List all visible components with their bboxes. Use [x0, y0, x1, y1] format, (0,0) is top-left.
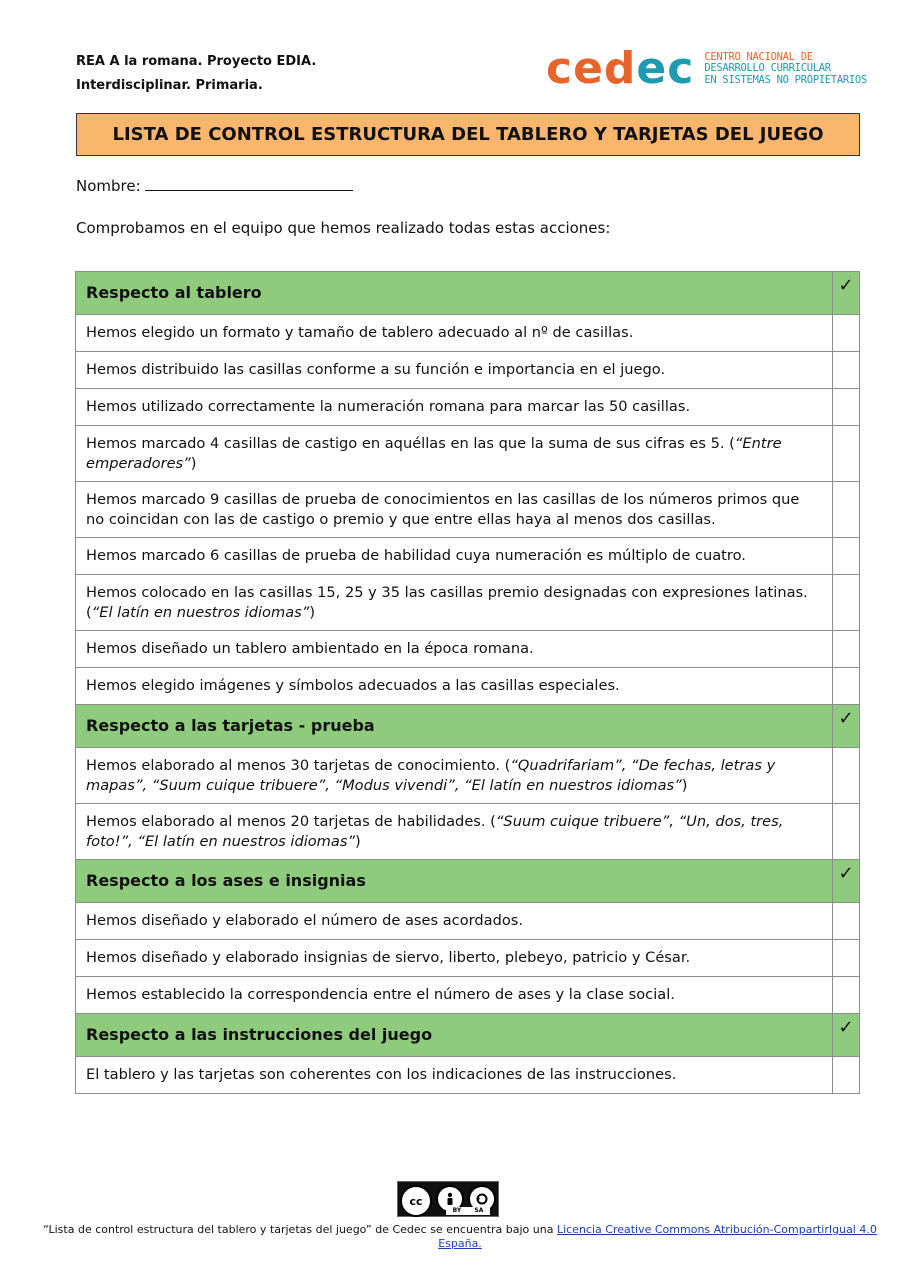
table-row: [76, 538, 860, 575]
checklist-item: Hemos marcado 4 casillas de castigo en aquéllas en las que la suma de sus cifras es 5. (“Entre emperadores”): [76, 426, 833, 482]
checklist-item: Hemos elaborado al menos 30 tarjetas de conocimiento. (“Quadrifariam”, “De fechas, letras y mapas”, “Suum cuique tribuere”, “Modus vivendi”, “El latín en nuestros idiomas”): [76, 748, 833, 804]
header-line-1: REA A la romana. Proyecto EDIA.: [76, 54, 317, 69]
logo-subtitle: CENTRO NACIONAL DE DESARROLLO CURRICULAR EN SISTEMAS NO PROPIETARIOS: [704, 50, 867, 86]
checklist-item: Hemos elegido imágenes y símbolos adecuados a las casillas especiales.: [76, 668, 833, 705]
checklist-item: Hemos marcado 6 casillas de prueba de habilidad cuya numeración es múltiplo de cuatro.: [76, 538, 833, 575]
cedec-logo: [546, 44, 867, 94]
section-row-instrucciones: [76, 1014, 860, 1057]
check-cell[interactable]: [833, 631, 860, 668]
name-label: Nombre:: [76, 177, 141, 195]
check-cell[interactable]: [833, 903, 860, 940]
table-row: [76, 631, 860, 668]
check-cell[interactable]: [833, 668, 860, 705]
section-heading: Respecto al tablero: [76, 272, 833, 315]
table-row: [76, 426, 860, 482]
page-title: LISTA DE CONTROL ESTRUCTURA DEL TABLERO Y TARJETAS DEL JUEGO: [76, 113, 860, 156]
check-cell[interactable]: [833, 426, 860, 482]
table-row: [76, 389, 860, 426]
checklist-item: Hemos diseñado y elaborado insignias de siervo, liberto, plebeyo, patricio y César.: [76, 940, 833, 977]
check-cell[interactable]: [833, 575, 860, 631]
cc-icon: cc: [400, 1185, 432, 1217]
check-cell[interactable]: [833, 315, 860, 352]
section-row-tarjetas: [76, 705, 860, 748]
intro-text: Comprobamos en el equipo que hemos realizado todas estas acciones:: [76, 219, 611, 237]
checklist-item: Hemos diseñado un tablero ambientado en la época romana.: [76, 631, 833, 668]
check-header-icon: ✓: [833, 705, 860, 748]
section-row-ases: [76, 860, 860, 903]
license-link[interactable]: Licencia Creative Commons Atribución-CompartirIgual 4.0 España.: [438, 1223, 877, 1250]
section-heading: Respecto a las tarjetas - prueba: [76, 705, 833, 748]
table-row: [76, 482, 860, 538]
check-cell[interactable]: [833, 940, 860, 977]
section-heading: Respecto a los ases e insignias: [76, 860, 833, 903]
table-row: [76, 804, 860, 860]
table-row: [76, 903, 860, 940]
check-cell[interactable]: [833, 804, 860, 860]
check-cell[interactable]: [833, 538, 860, 575]
checklist-item: Hemos diseñado y elaborado el número de ases acordados.: [76, 903, 833, 940]
check-header-icon: ✓: [833, 272, 860, 315]
table-row: [76, 315, 860, 352]
check-header-icon: ✓: [833, 1014, 860, 1057]
header-info: [76, 50, 316, 98]
table-row: [76, 1057, 860, 1094]
check-cell[interactable]: [833, 482, 860, 538]
name-field: [76, 176, 353, 195]
checklist-item: Hemos elegido un formato y tamaño de tablero adecuado al nº de casillas.: [76, 315, 833, 352]
name-blank-line[interactable]: [145, 176, 353, 191]
checklist-item: Hemos utilizado correctamente la numeración romana para marcar las 50 casillas.: [76, 389, 833, 426]
table-row: [76, 977, 860, 1014]
check-cell[interactable]: [833, 389, 860, 426]
checklist-item: El tablero y las tarjetas son coherentes con los indicaciones de las instrucciones.: [76, 1057, 833, 1094]
check-header-icon: ✓: [833, 860, 860, 903]
checklist-item: Hemos colocado en las casillas 15, 25 y 35 las casillas premio designadas con expresiones latinas.(“El latín en nuestros idiomas”): [76, 575, 833, 631]
check-cell[interactable]: [833, 352, 860, 389]
table-row: [76, 352, 860, 389]
checklist-item: Hemos distribuido las casillas conforme a su función e importancia en el juego.: [76, 352, 833, 389]
table-row: [76, 748, 860, 804]
checklist-item: Hemos marcado 9 casillas de prueba de conocimientos en las casillas de los números primos que no coincidan con las de castigo o premio y que entre ellas haya al menos dos casillas.: [76, 482, 833, 538]
section-heading: Respecto a las instrucciones del juego: [76, 1014, 833, 1057]
logo-wordmark: cedec: [546, 43, 695, 94]
table-row: [76, 575, 860, 631]
checklist-item: Hemos establecido la correspondencia entre el número de ases y la clase social.: [76, 977, 833, 1014]
table-row: [76, 940, 860, 977]
check-cell[interactable]: [833, 748, 860, 804]
cc-labels: BY SA: [446, 1207, 490, 1215]
license-statement: “Lista de control estructura del tablero y tarjetas del juego” de Cedec se encuentra bajo una: [43, 1223, 557, 1236]
section-row-tablero: [76, 272, 860, 315]
header-line-2: Interdisciplinar. Primaria.: [76, 78, 263, 93]
table-row: [76, 668, 860, 705]
checklist-table: [75, 271, 860, 1094]
cc-license-badge[interactable]: [397, 1181, 499, 1217]
check-cell[interactable]: [833, 977, 860, 1014]
checklist-item: Hemos elaborado al menos 20 tarjetas de habilidades. (“Suum cuique tribuere”, “Un, dos, tres, foto!”, “El latín en nuestros idiomas”): [76, 804, 833, 860]
license-footer: [40, 1223, 880, 1251]
check-cell[interactable]: [833, 1057, 860, 1094]
